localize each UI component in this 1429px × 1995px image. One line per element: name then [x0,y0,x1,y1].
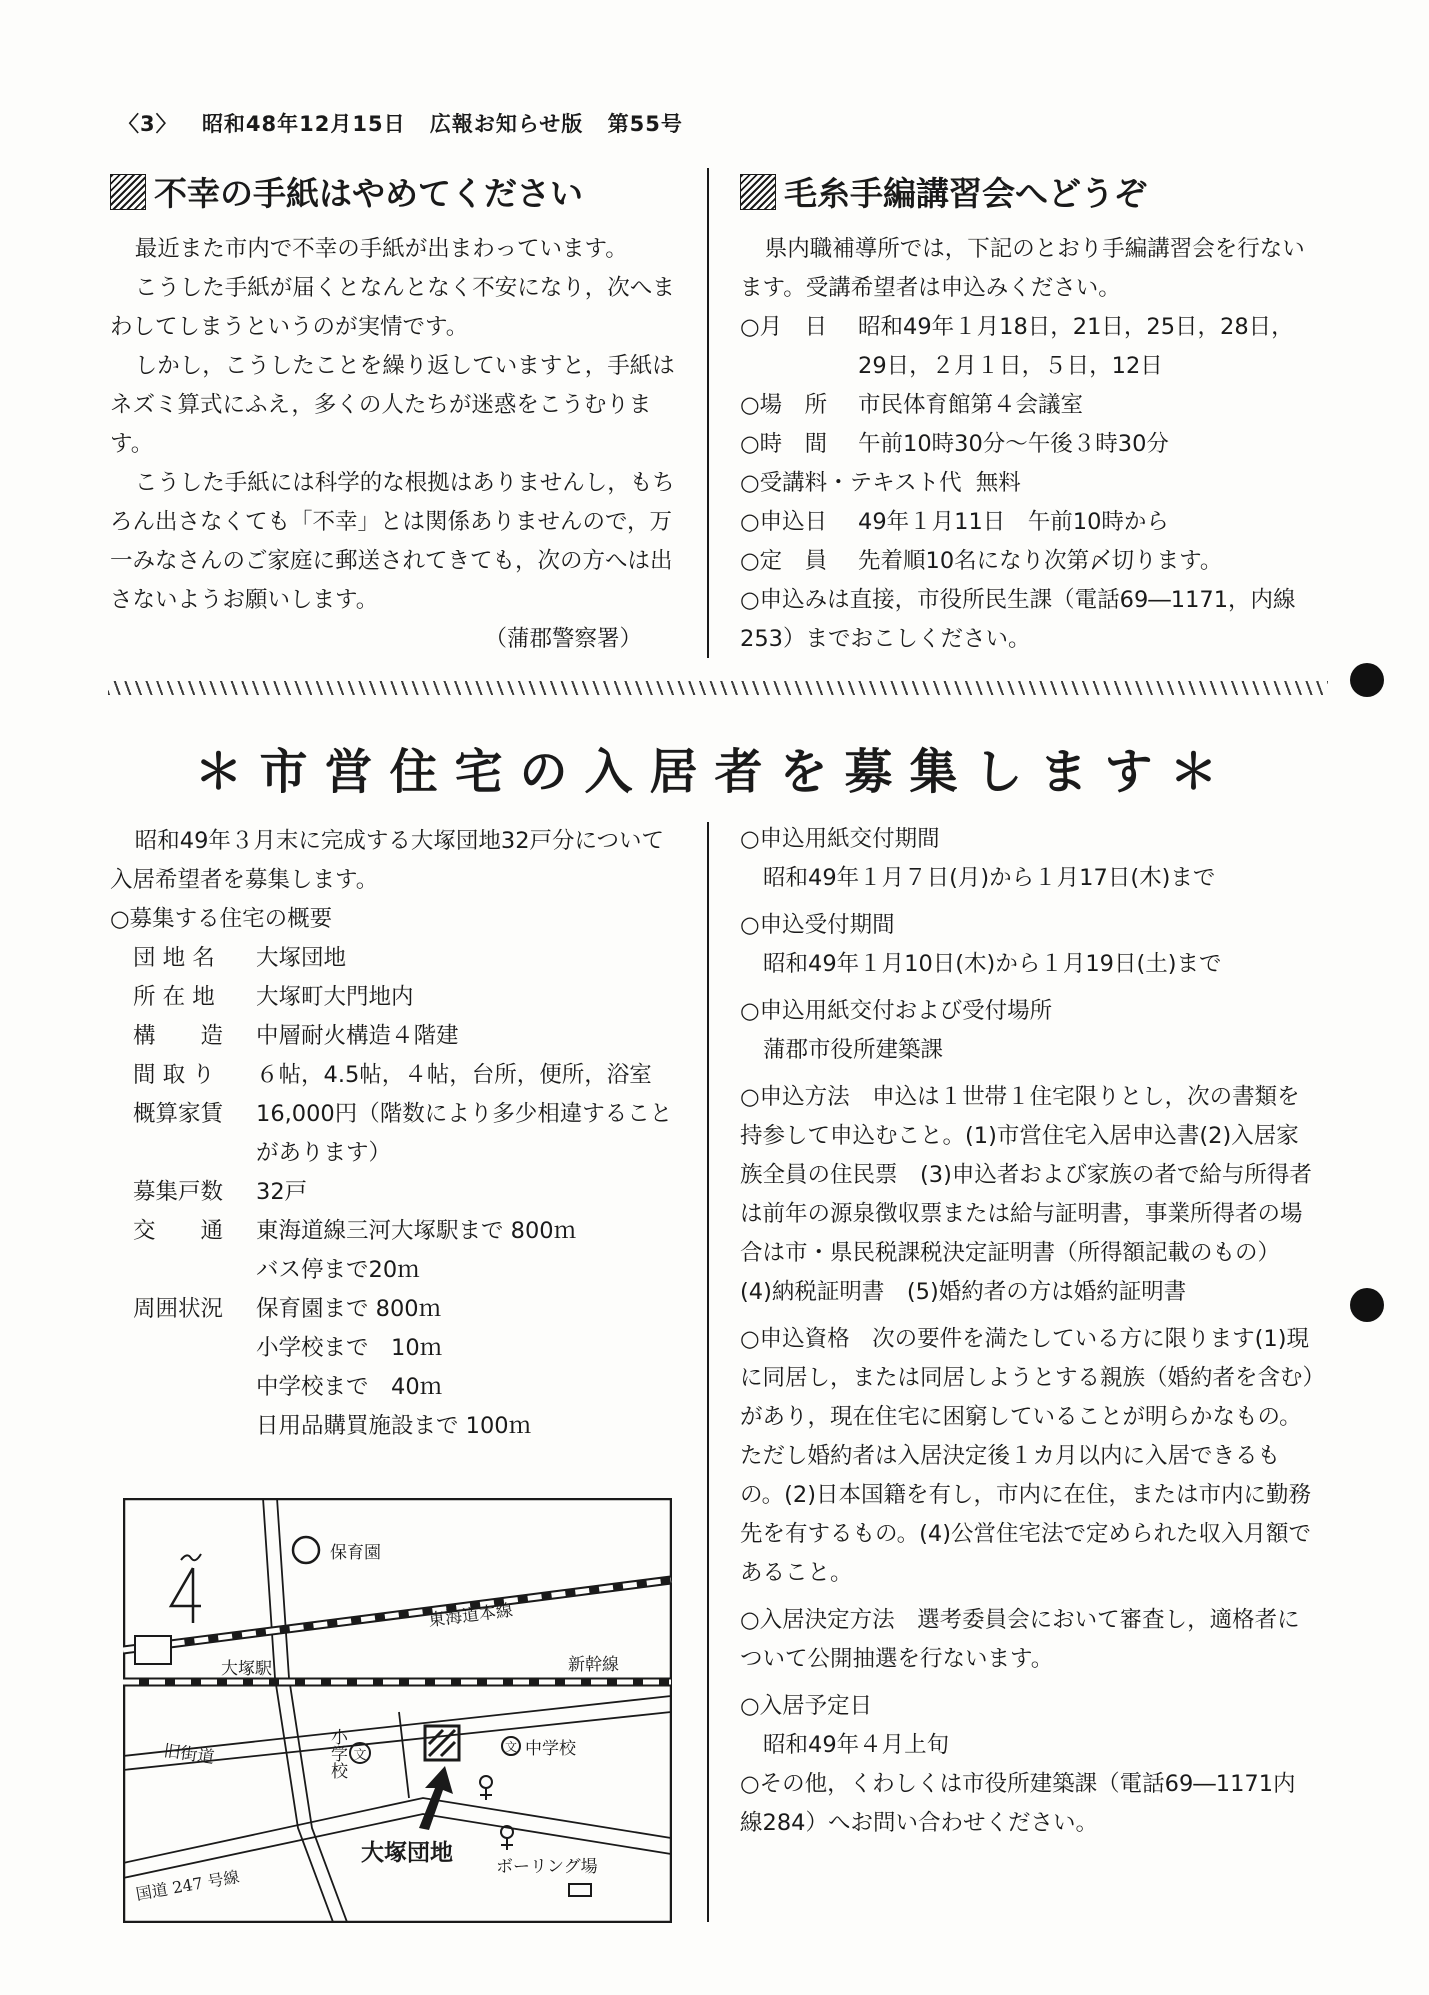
schedule-heading: ○入居予定日 [740,1693,873,1719]
svg-text:文: 文 [504,1740,518,1754]
wavy-divider [108,681,1328,695]
overview-row: バス停まで20ｍ [256,1257,420,1283]
map-label-nursery: 保育園 [330,1543,381,1563]
info-row: ○定 員 先着順10名になり次第〆切ります。 [740,548,1223,574]
overview-row: 周囲状況 保育園まで 800ｍ [133,1296,442,1322]
housing-intro: 昭和49年３月末に完成する大塚団地32戸分について入居希望者を募集します。 [110,828,665,893]
north-arrow-icon [171,1568,201,1623]
issue-date: 昭和48年12月15日 [201,112,406,136]
paragraph: こうした手紙には科学的な根拠はありませんし，もちろん出さなくても「不幸」とは関係ありませんので，万一みなさんのご家庭に郵送されてきても，次の方へは出さないようお願いします。 [110,470,675,613]
overview-row: 間 取 り ６帖，4.5帖，４帖，台所，便所，浴室 [133,1062,652,1088]
bowling-building-icon [569,1884,591,1896]
punch-hole-mark [1350,1288,1384,1322]
overview-row: 中学校まで 40ｍ [256,1374,443,1400]
map-label-junior-high: 中学校 [525,1739,576,1759]
decision-method: ○入居決定方法 選考委員会において審査し，適格者について公開抽選を行ないます。 [740,1607,1300,1672]
map-label-danchi: 大塚団地 [361,1840,453,1866]
hatch-icon [110,174,146,210]
map-label-national-road: 国道 247 号線 [134,1867,241,1904]
overview-row: 募集戸数 32戸 [133,1179,308,1205]
map-label-bowling: ボーリング場 [496,1857,598,1877]
bus-stop-icon [480,1776,492,1800]
paragraph: しかし，こうしたことを繰り返していますと，手紙はネズミ算式にふえ，多くの人たちが迷惑をこうむります。 [110,353,675,457]
article-source: （蒲郡警察署） [484,626,642,652]
hatch-icon [740,174,776,210]
publication-name: 広報お知らせ版 [429,112,584,136]
map-label-elementary: 小学校 [327,1728,347,1779]
page-number: 〈3〉 [118,112,178,136]
schedule: 昭和49年４月上旬 [763,1732,950,1758]
left-article-title: 不幸の手紙はやめてください [110,168,583,215]
bus-stop-icon [501,1826,513,1850]
overview-row: 団 地 名 大塚団地 [133,945,347,971]
map-label-tokaido: 東海道本線 [427,1600,514,1631]
column-divider [707,168,709,658]
place: 蒲郡市役所建築課 [763,1037,944,1063]
overview-row: 構 造 中層耐火構造４階建 [133,1023,459,1049]
overview-heading: ○募集する住宅の概要 [110,906,333,932]
overview-row: 小学校まで 10ｍ [256,1335,443,1361]
svg-text:文: 文 [353,1748,367,1763]
accept-period: 昭和49年１月10日(木)から１月19日(土)まで [763,951,1222,977]
info-row: ○時 間 午前10時30分～午後３時30分 [740,431,1169,457]
place-heading: ○申込用紙交付および受付場所 [740,998,1053,1024]
info-row: ○申込日 49年１月11日 午前10時から [740,509,1169,535]
housing-left-column [110,822,685,1446]
station-building-icon [135,1636,171,1664]
map-label-station: 大塚駅 [221,1659,272,1679]
overview-row: 所 在 地 大塚町大門地内 [133,984,414,1010]
right-article-body [740,230,1312,659]
overview-row: 概算家賃 16,000円（階数により多少相違することがあります） [133,1101,673,1166]
page-header [118,108,699,138]
form-period-heading: ○申込用紙交付期間 [740,826,940,852]
location-map [123,1498,672,1923]
left-article-body [110,230,680,659]
overview-row: 日用品購買施設まで 100ｍ [256,1413,532,1439]
info-row: ○場 所 市民体育館第４会議室 [740,392,1084,418]
paragraph: 最近また市内で不幸の手紙が出まわっています。 [134,236,628,262]
column-divider [707,822,709,1922]
application-method: ○申込方法 申込は１世帯１住宅限りとし，次の書類を持参して申込むこと。(1)市営住宅入居申込書(2)入居家族全員の住民票 (3)申込者および家族の者で給与所得者は前年の源泉徴収票または給与証明書，事業所得者の場合は市・県民税課税決定証明書（所得額記載のもの） (4)納税証明書 (5)婚約者の方は婚約証明書 [740,1084,1312,1305]
info-row: ○受講料・テキスト代 無料 [740,470,1021,496]
issue-number: 第55号 [607,112,683,136]
paragraph: こうした手紙が届くとなんとなく不安になり，次へまわしてしまうというのが実情です。 [110,275,675,340]
form-period: 昭和49年１月７日(月)から１月17日(木)まで [763,865,1216,891]
overview-table [110,939,685,1446]
other-info: ○その他，くわしくは市役所建築課（電話69―1171内線284）へお問い合わせください。 [740,1771,1296,1836]
accept-period-heading: ○申込受付期間 [740,912,895,938]
main-title: ＊市営住宅の入居者を募集します＊ [194,744,1235,800]
info-row: ○月 日 昭和49年１月18日，21日，25日，28日，29日，２月１日，５日，12日 [740,314,1294,379]
overview-row: 交 通 東海道線三河大塚駅まで 800ｍ [133,1218,577,1244]
map-svg [123,1498,672,1923]
housing-right-column [740,820,1315,1843]
map-label-shinkansen: 新幹線 [568,1655,619,1675]
right-article-title: 毛糸手編講習会へどうぞ [740,168,1147,215]
application-note: ○申込みは直接，市役所民生課（電話69―1171，内線253）までおこしください。 [740,587,1296,652]
north-symbol-icon [181,1554,201,1560]
qualification: ○申込資格 次の要件を満たしている方に限ります(1)現に同居し，または同居しようとする親族（婚約者を含む）があり，現在住宅に困窮していることが明らかなもの。ただし婚約者は入居決定後１カ月以内に入居できるもの。(2)日本国籍を有し，市内に在住，または市内に勤務先を有するもの。(4)公営住宅法で定められた収入月額であること。 [740,1326,1314,1586]
article-intro: 県内職補導所では，下記のとおり手編講習会を行ないます。受講希望者は申込みください。 [740,236,1305,301]
map-label-old-road: 旧街道 [162,1741,216,1769]
punch-hole-mark [1350,663,1384,697]
nursery-marker-icon [293,1537,319,1563]
